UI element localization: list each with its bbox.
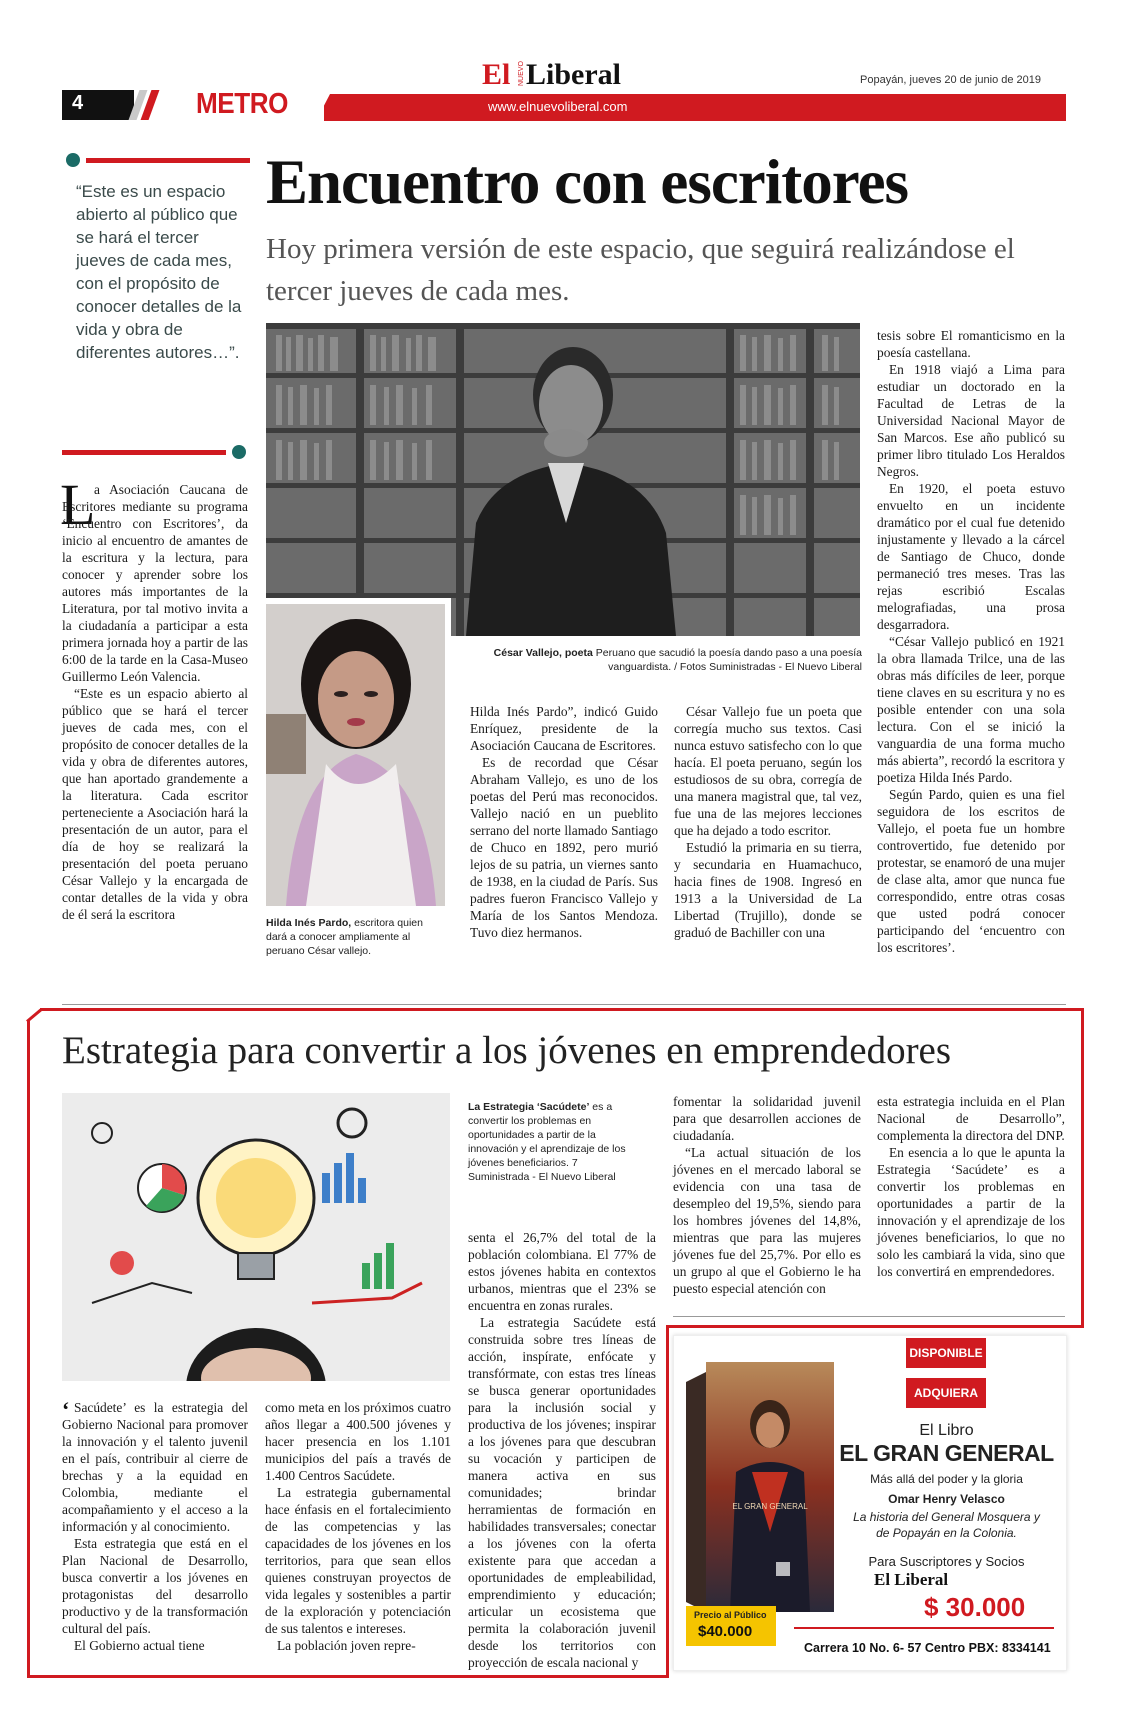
article1-col4-p3: En 1920, el poeta estuvo envuelto en un incidente dramático por el cual fue detenido injustamente y llevado a la cárcel de Santiago de Chuco, donde permaneció tres meses. Tras las rejas escribió Escalas melografiadas, una prosa desgarradora. <box>877 481 1065 632</box>
article2-column-3 <box>468 1229 656 1671</box>
article2-col1-p3: El Gobierno actual tiene <box>74 1638 205 1653</box>
article2-caption-bold: La Estrategia ‘Sacúdete’ <box>468 1101 590 1113</box>
article1-col2-p1: Hilda Inés Pardo”, indicó Guido Enríquez, presidente de la Asociación Caucana de Escritores. <box>470 704 658 753</box>
book-ad[interactable] <box>673 1335 1067 1671</box>
article2-col3-p1: senta el 26,7% del total de la población colombiana. El 77% de estos jóvenes habita en contextos urbanos, mientras que el 23% se encuentra en zonas rurales. <box>468 1230 656 1313</box>
article2-frame-inner-right <box>666 1325 669 1678</box>
article2-col5-p1: esta estrategia incluida en el Plan Nacional de Desarrollo”, complementa la directora del DNP. <box>877 1094 1065 1143</box>
library-illustration <box>266 323 860 636</box>
article2-frame-top <box>40 1008 1084 1011</box>
vallejo-caption <box>470 646 862 674</box>
pullquote-top-dot <box>66 153 80 167</box>
book-cover-title: EL GRAN GENERAL <box>732 1502 808 1511</box>
header-red-bar <box>324 94 1066 121</box>
article2-frame-corner <box>26 1009 42 1023</box>
article2-col4-p1: fomentar la solidaridad juvenil para que desarrollen acciones de ciudadanía. <box>673 1094 861 1143</box>
logo-liberal: Liberal <box>526 58 621 91</box>
article2-col4-p2: “La actual situación de los jóvenes en el mercado laboral se evidencia con una tasa de desempleo del 19,5%, siendo para los hombres jóvenes del 14,8%, mientras que para las mujeres jóvenes fue del 25,7%. Por ello es un grupo al que el Gobierno le ha puesto especial atención con <box>673 1145 861 1296</box>
ad-desc1: La historia del General Mosquera y <box>853 1510 1040 1524</box>
section-label: METRO <box>196 88 288 120</box>
article2-dropcap: ‘ <box>62 1397 70 1422</box>
article1-column-4 <box>877 327 1065 956</box>
website-link[interactable]: www.elnuevoliberal.com <box>488 99 628 114</box>
logo-el: El <box>482 58 511 91</box>
ad-line1: El Libro <box>919 1422 974 1439</box>
pullquote-bottom-line <box>62 450 226 455</box>
article2-col2-p3: La población joven repre- <box>277 1638 416 1653</box>
header-red-bar-cut <box>316 94 330 121</box>
article2-frame-left <box>27 1020 30 1678</box>
article2-title: Estrategia para convertir a los jóvenes en emprendedores <box>62 1029 952 1072</box>
ad-book-title: EL GRAN GENERAL <box>839 1440 1054 1466</box>
public-price: $40.000 <box>698 1623 753 1640</box>
hilda-caption-text: escritora quien dará a conocer ampliamente al peruano César vallejo. <box>266 917 423 957</box>
page-number: 4 <box>72 92 84 114</box>
article1-column-3 <box>674 703 862 941</box>
header-date: Popayán, jueves 20 de junio de 2019 <box>860 74 1042 86</box>
pullquote-top-line <box>86 158 250 163</box>
article2-frame-mid <box>666 1325 1084 1328</box>
public-price-label: Precio al Público <box>694 1610 767 1620</box>
ad-desc2: de Popayán en la Colonia. <box>876 1526 1017 1540</box>
article2-inner-divider <box>673 1316 1065 1317</box>
hilda-photo <box>266 598 451 906</box>
article1-subtitle: Hoy primera versión de este espacio, que seguirá realizándose el tercer jueves de cada mes. <box>266 233 1015 307</box>
ad-price-underline <box>794 1627 1054 1629</box>
section-divider-stripes <box>128 90 168 120</box>
badge-disponible: DISPONIBLE <box>906 1338 986 1368</box>
article2-col5-p2: En esencia a lo que le apunta la Estrategia ‘Sacúdete’ es a convertir los problemas en oportunidades a partir de la innovación y el aprendizaje de los jóvenes beneficiarios, lo que no solo les cambiará la vida, sino que los convertirá en emprendedores. <box>877 1145 1065 1279</box>
article1-col3-p2: Estudió la primaria en su tierra, y secundaria en Huamachuco, hacia fines de 1908. Ingresó en 1913 a la Universidad de La Libertad (Trujillo), donde se graduó de Bachiller con una <box>674 840 862 940</box>
article1-col1-p1: a Asociación Caucana de Escritores mediante su programa ‘Encuentro con Escritores’, da inicio al encuentro de amantes de la escritura y la lectura, para conocer y aprender sobre los autores más importantes de la Literatura, por tal motivo invita a la ciudadanía a participar a esta primera jornada hoy a partir de las 6:00 de la tarde en la Casa-Museo Guillermo León Valencia. <box>62 482 248 684</box>
article1-column-1 <box>62 481 248 923</box>
vallejo-photo <box>266 323 860 636</box>
article2-caption-text: es a convertir los problemas en oportunidades a partir de la innovación y el aprendizaje de los jóvenes beneficiarios. 7 Suministrada - El Nuevo Liberal <box>468 1101 626 1183</box>
vallejo-caption-bold: César Vallejo, poeta <box>493 647 593 659</box>
article2-col2-p2: La estrategia gubernamental hace énfasis en el fortalecimiento de las competencias y las capacidades de los jóvenes en los territorios, para que sean ellos quienes construyan proyectos de vida legales y sostenibles a partir de la exploración y potenciación de sus talentos e intereses. <box>265 1485 451 1636</box>
article1-col1-p2: “Este es un espacio abierto al público que se hará el tercer jueves de cada mes, con el propósito de conocer detalles de la vida y obra de diferentes autores, que han aportado grandemente a la literatura. Cada escritor perteneciente a Asociación hará la presentación de un autor, para el día de hoy se realizará la presentación del poeta peruano César Vallejo y la encargada de contar detalles de la vida y obra de él será la escritora <box>62 686 248 922</box>
article1-col4-p2: En 1918 viajó a Lima para estudiar un doctorado en la Facultad de Letras de la Universidad Nacional Mayor de San Marcos. Ese año publicó su primer libro titulado Los Heraldos Negros. <box>877 362 1065 479</box>
ad-logo: El Liberal <box>874 1570 949 1589</box>
logo-nuevo: NUEVO <box>518 61 525 86</box>
article1-col3-p1: César Vallejo fue un poeta que corregía mucho sus textos. Casi nunca estuvo satisfecho con lo que hacía. El poeta peruano, según los estudiosos de su obra, corregía de una manera magistral que, tal vez, fue una de las mejores lecciones que ha dejado a todo escritor. <box>674 704 862 838</box>
article2-col1-p1: Sacúdete’ es la estrategia del Gobierno Nacional para promover la innovación y el talento juvenil en el país, contribuir al cierre de brechas y a la equidad en Colombia, mediante el acompañamiento y el acceso a la información y al conocimiento. <box>62 1400 248 1534</box>
book-cover <box>686 1352 836 1612</box>
badge-adquiera: ADQUIERA <box>906 1378 986 1408</box>
article1-col2-p2: Es de recordad que César Abraham Vallejo, es uno de los poetas del Perú mas reconocidos. Vallejo nació en un pueblito serrano del norte llamado Santiago de Chuco en 1892, pero murió lejos de su patria, un viernes santo de 1938, en la ciudad de París. Sus padres fueron Francisco Vallejo y María de los Santos Mendoza. Tuvo diez hermanos. <box>470 755 658 940</box>
ad-author: Omar Henry Velasco <box>888 1492 1005 1506</box>
article2-col1-p2: Esta estrategia que está en el Plan Nacional de Desarrollo, busca convertir a los jóvenes en protagonistas del desarrollo productivo y de la transformación cultural del país. <box>62 1536 248 1636</box>
hilda-caption <box>266 916 436 958</box>
section-divider <box>62 1004 1066 1005</box>
ad-address: Carrera 10 No. 6- 57 Centro PBX: 8334141 <box>804 1641 1051 1655</box>
ad-subscribers: Para Suscriptores y Socios <box>868 1554 1025 1569</box>
article2-caption <box>468 1100 628 1184</box>
article1-col4-p1: tesis sobre El romanticismo en la poesía castellana. <box>877 328 1065 360</box>
masthead-logo <box>482 58 652 92</box>
vallejo-caption-text: Peruano que sacudió la poesía dando paso a una poesía vanguardista. / Fotos Suministradas - El Nuevo Liberal <box>592 647 862 673</box>
pullquote-bottom-dot <box>232 445 246 459</box>
article1-col4-p4: “César Vallejo publicó en 1921 la obra llamada Trilce, una de las obras más difíciles de leer, porque tiene claves en su escritura y no es posible entender con una sola lectura. Con el se inició la vanguardia de una forma mucho más abierta”, recordó la escritora y poetiza Hilda Inés Pardo. <box>877 634 1065 785</box>
article2-frame-bottom <box>27 1675 669 1678</box>
page-header <box>0 0 1125 130</box>
article2-col2-p1: como meta en los próximos cuatro años llegar a 400.500 jóvenes y hacer presencia en los 1.101 municipios del país a través de 1.400 Centros Sacúdete. <box>265 1400 451 1483</box>
article2-column-2 <box>265 1399 451 1654</box>
article1-title: Encuentro con escritores <box>266 147 909 217</box>
article2-column-4 <box>673 1093 861 1297</box>
article2-column-5 <box>877 1093 1065 1280</box>
article2-column-1 <box>62 1399 248 1654</box>
ad-book-subtitle: Más allá del poder y la gloria <box>870 1472 1023 1486</box>
article2-col3-p2: La estrategia Sacúdete está construida sobre tres líneas de acción, inspírate, enfócate y transfórmate, con estas tres líneas se busca generar oportunidades para la inclusión social y productiva de los jóvenes; inspirar a los jóvenes para que descubran su vocación y participen de manera activa en sus comunidades; brindar herramientas de formación en habilidades transversales; conectar a los jóvenes con la oferta existente para que accedan a oportunidades de empleabilidad, emprendimiento y educación; articular un ecosistema que permita la colaboración juvenil desde los territorios con proyección de escala nacional y <box>468 1315 656 1670</box>
pullquote: “Este es un espacio abierto al público que se hará el tercer jueves de cada mes, con el propósito de conocer detalles de la vida y obra de diferentes autores…”. <box>76 182 242 362</box>
hilda-caption-bold: Hilda Inés Pardo, <box>266 917 352 929</box>
article2-frame-right <box>1081 1008 1084 1328</box>
entrepreneur-illustration <box>62 1093 450 1381</box>
article1-dropcap: L <box>60 472 96 537</box>
article1-col4-p5: Según Pardo, quien es una fiel seguidora de los escritos de Vallejo, el poeta fue un hombre controvertido, fue detenido por protestar, se enamoró de una mujer de clase alta, amor que nunca fue correspondido, entre otras cosas que usted podrá conocer participando del ‘encuentro con los escritores’. <box>877 787 1065 955</box>
article1-column-2 <box>470 703 658 941</box>
ad-subscriber-price: $ 30.000 <box>924 1592 1026 1622</box>
